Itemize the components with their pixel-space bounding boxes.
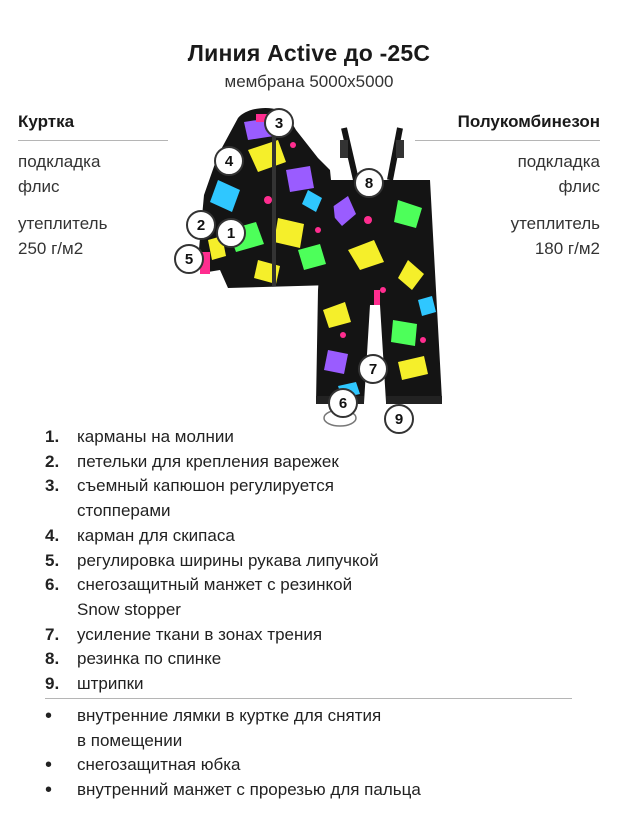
product-illustration	[168, 100, 450, 445]
list-item-line: Snow stopper	[77, 599, 181, 619]
list-item-text: карман для скипаса	[77, 525, 235, 545]
jacket-lining-label: подкладка	[18, 152, 101, 171]
list-item-number: 2.	[45, 451, 60, 471]
list-item-text: резинка по спинке	[77, 649, 222, 669]
extras-list	[45, 704, 585, 803]
marker-7: 7	[358, 354, 388, 384]
list-item-text: снегозащитная юбка	[77, 755, 241, 775]
page-subtitle: мембрана 5000х5000	[224, 72, 394, 91]
list-item	[45, 753, 585, 778]
marker-3: 3	[264, 108, 294, 138]
list-item-text	[77, 474, 334, 523]
list-item-text: усиление ткани в зонах трения	[77, 624, 323, 644]
marker-4: 4	[214, 146, 244, 176]
list-item-text	[77, 704, 381, 753]
jacket-lining	[18, 149, 168, 199]
list-item-text	[77, 573, 352, 622]
list-item-number: 7.	[45, 624, 60, 644]
list-item-line: внутренние лямки в куртке для снятия	[77, 706, 382, 725]
list-item-number: 8.	[45, 649, 60, 669]
overalls-lining-label: подкладка	[517, 152, 600, 171]
section-divider	[45, 698, 572, 699]
list-item-line: в помещении	[77, 730, 183, 750]
list-item-number: 3.	[45, 476, 60, 496]
list-item	[45, 704, 585, 753]
list-item-number: 1.	[45, 427, 60, 446]
list-item-text: регулировка ширины рукава липучкой	[77, 550, 379, 570]
list-item	[45, 474, 585, 523]
list-item-text: штрипки	[77, 674, 144, 694]
marker-1: 1	[216, 218, 246, 248]
list-item	[45, 778, 585, 803]
marker-2: 2	[186, 210, 216, 240]
list-item-number: 9.	[45, 674, 60, 694]
ski-suit-image	[168, 100, 450, 445]
overalls-lining-value: флис	[558, 177, 600, 196]
list-item	[45, 425, 585, 450]
list-item-text: карманы на молнии	[77, 427, 234, 446]
jacket-insulation-label: утеплитель	[18, 214, 108, 233]
jacket-lining-value: флис	[18, 177, 60, 196]
page-title: Линия Active до -25С	[187, 40, 431, 66]
jacket-specs	[18, 112, 168, 261]
features-list	[45, 425, 585, 697]
list-item	[45, 573, 585, 622]
list-item-line: стопперами	[77, 501, 171, 521]
list-item	[45, 549, 585, 574]
list-item	[45, 623, 585, 648]
list-item-line: съемный капюшон регулируется	[77, 476, 334, 496]
bullet-icon: •	[45, 754, 53, 777]
list-item-number: 5.	[45, 550, 60, 570]
marker-8: 8	[354, 168, 384, 198]
list-item-number: 4.	[45, 525, 60, 545]
jacket-insulation	[18, 211, 168, 261]
list-item	[45, 672, 585, 697]
bullet-icon: •	[45, 705, 53, 727]
marker-9: 9	[384, 404, 414, 434]
overalls-insulation-label: утеплитель	[510, 214, 600, 233]
list-item-text: петельки для крепления варежек	[77, 451, 339, 471]
overalls-insulation-value: 180 г/м2	[534, 239, 600, 258]
overalls-heading: Полукомбинезон	[415, 112, 600, 141]
list-item	[45, 450, 585, 475]
marker-5: 5	[174, 244, 204, 274]
list-item	[45, 524, 585, 549]
list-item-text: внутренний манжет с прорезью для пальца	[77, 780, 421, 800]
jacket-heading: Куртка	[18, 112, 168, 141]
marker-6: 6	[328, 388, 358, 418]
jacket-insulation-value: 250 г/м2	[18, 239, 84, 258]
list-item-number: 6.	[45, 575, 60, 595]
bullet-icon: •	[45, 779, 53, 802]
list-item	[45, 647, 585, 672]
list-item-line: снегозащитный манжет с резинкой	[77, 575, 353, 595]
